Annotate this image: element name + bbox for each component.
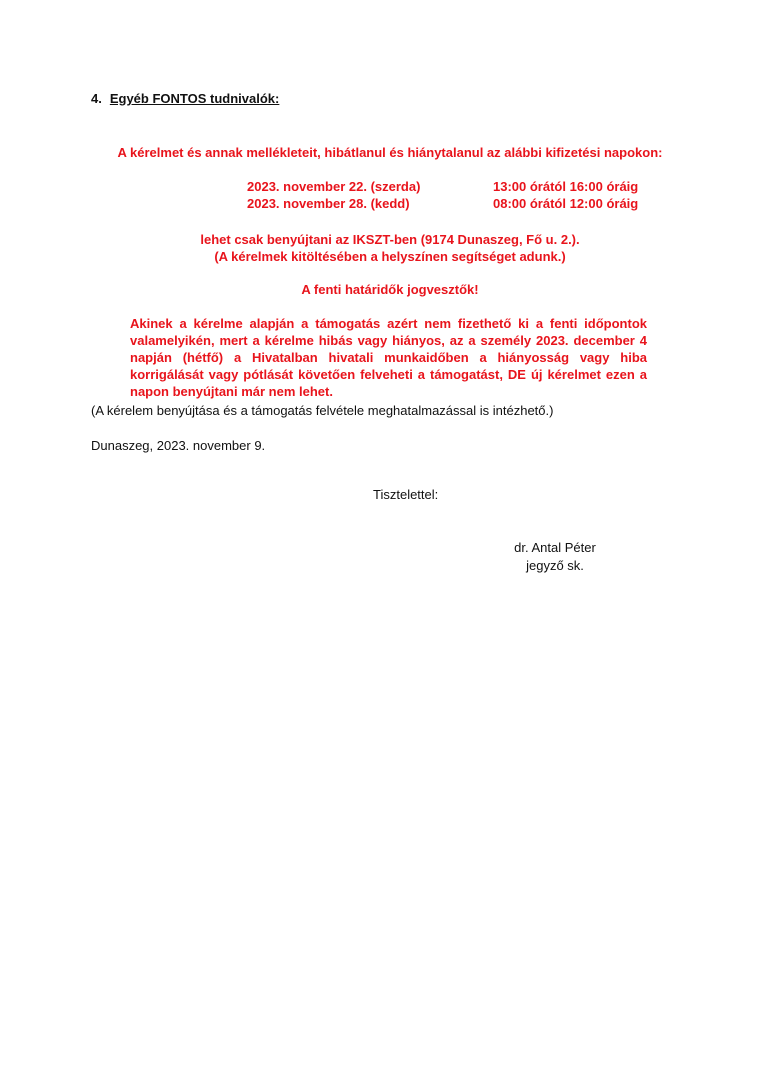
signature-block	[490, 539, 620, 575]
section-heading	[91, 91, 279, 106]
signer-name: dr. Antal Péter	[514, 540, 596, 555]
payout-date-row	[0, 196, 763, 213]
proxy-note: (A kérelem benyújtása és a támogatás felvétele meghatalmazással is intézhető.)	[91, 403, 554, 418]
section-title: Egyéb FONTOS tudnivalók:	[109, 91, 280, 106]
payout-time: 08:00 órától 12:00 óráig	[493, 196, 639, 211]
signer-role: jegyző sk.	[526, 558, 584, 573]
correction-paragraph: Akinek a kérelme alapján a támogatás azért nem fizethető ki a fenti időpontok valamelyikén, mert a kérelme hibás vagy hiányos, az a személy 2023. december 4 napján (hétfő) a Hivatalban hivatali munkaidőben a hiányosság vagy hiba korrigálását vagy pótlását követően felveheti a támogatást, DE új kérelmet ezen a napon benyújtani már nem lehet.	[130, 316, 647, 399]
payout-dates	[0, 179, 763, 213]
intro-text: A kérelmet és annak mellékleteit, hibátlanul és hiánytalanul az alábbi kifizetési napokon:	[117, 145, 663, 160]
closing-regards: Tisztelettel:	[373, 487, 439, 502]
submission-help: (A kérelmek kitöltésében a helyszínen segítséget adunk.)	[214, 249, 566, 264]
submission-info	[80, 231, 700, 265]
payout-date: 2023. november 28. (kedd)	[247, 196, 410, 211]
deadline-notice: A fenti határidők jogvesztők!	[301, 282, 479, 297]
place-and-date: Dunaszeg, 2023. november 9.	[91, 438, 266, 453]
section-number: 4.	[91, 91, 102, 106]
submission-location: lehet csak benyújtani az IKSZT-ben (9174 Dunaszeg, Fő u. 2.).	[200, 232, 580, 247]
payout-date: 2023. november 22. (szerda)	[247, 179, 421, 194]
payout-time: 13:00 órától 16:00 óráig	[493, 179, 639, 194]
payout-date-row	[0, 179, 763, 196]
